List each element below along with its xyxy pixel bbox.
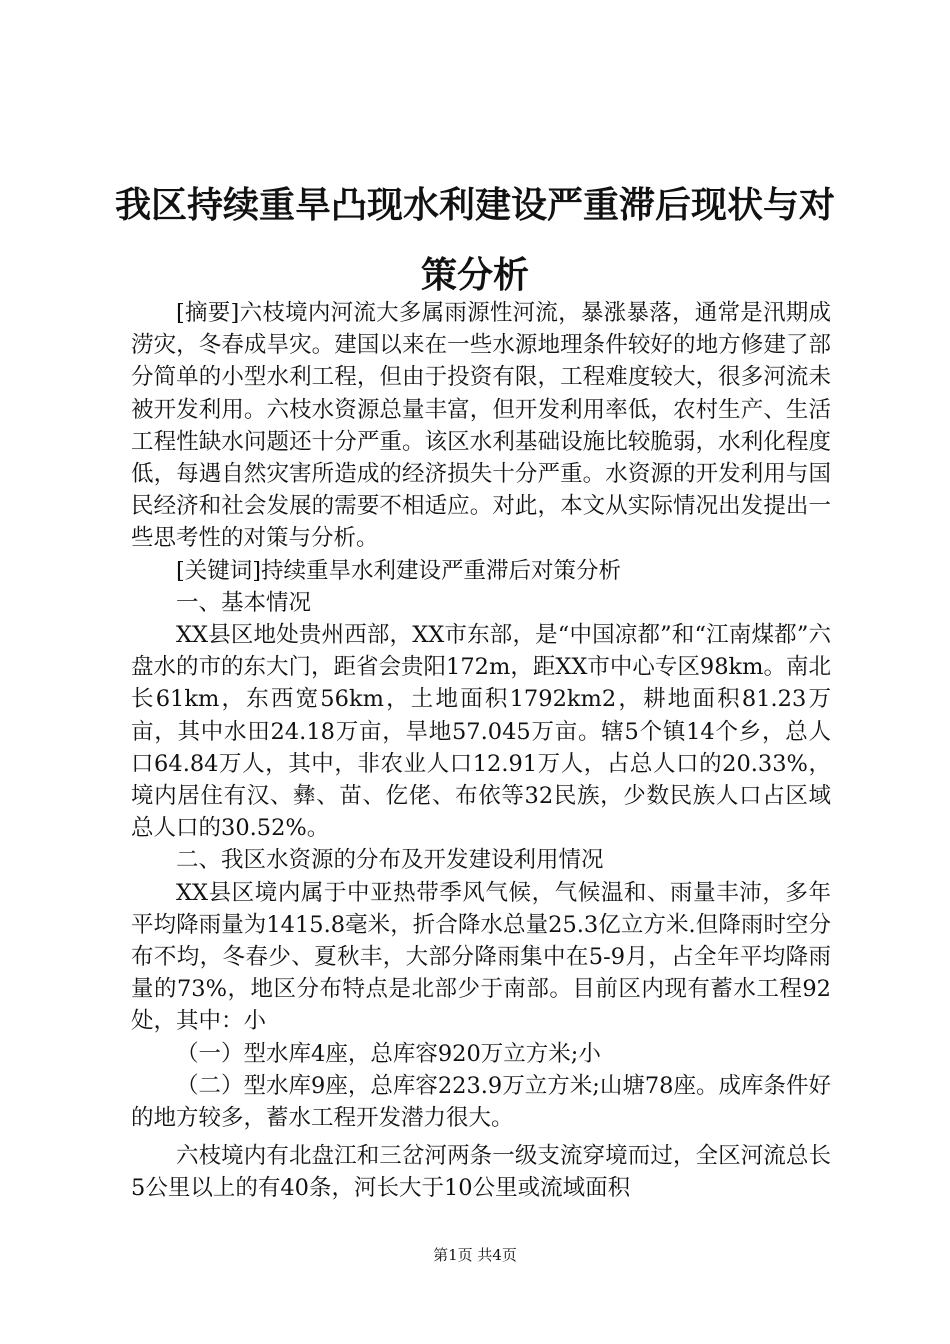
page-footer: 第1页 共4页 [433, 1246, 517, 1264]
rivers-paragraph: 六枝境内有北盘江和三岔河两条一级支流穿境而过，全区河流总长5公里以上的有40条，河长大于10公里或流域面积 [131, 1143, 831, 1202]
section-heading-water-resources: 二、我区水资源的分布及开发建设利用情况 [176, 847, 604, 874]
water-resources-paragraph: XX县区境内属于中亚热带季风气候，气候温和、雨量丰沛，多年平均降雨量为1415.8毫米，折合降水总量25.3亿立方米.但降雨时空分布不均，冬春少、夏秋丰，大部分降雨集中在5-9月，占全年平均降雨量的73%，地区分布特点是北部少于南部。目前区内现有蓄水工程92处，其中：小 [131, 879, 831, 1035]
section-heading-basic-situation: 一、基本情况 [176, 589, 312, 616]
list-item-small-reservoir-1: （一）型水库4座，总库容920万立方米;小 [176, 1040, 601, 1067]
abstract-paragraph: [摘要]六枝境内河流大多属雨源性河流，暴涨暴落，通常是汛期成涝灾，冬春成旱灾。建国以来在一些水源地理条件较好的地方修建了部分简单的小型水利工程，但由于投资有限，工程难度较大，很多河流未被开发利用。六枝水资源总量丰富，但开发利用率低，农村生产、生活工程性缺水问题还十分严重。该区水利基础设施比较脆弱，水利化程度低，每遇自然灾害所造成的经济损失十分严重。水资源的开发利用与国民经济和社会发展的需要不相适应。对此，本文从实际情况出发提出一些思考性的对策与分析。 [131, 300, 831, 552]
basic-situation-paragraph: XX县区地处贵州西部，XX市东部，是“中国凉都”和“江南煤都”六盘水的市的东大门，距省会贵阳172m，距XX市中心专区98km。南北长61km，东西宽56km，土地面积1792km2，耕地面积81.23万亩，其中水田24.18万亩，旱地57.045万亩。辖5个镇14个乡，总人口64.84万人，其中，非农业人口12.91万人，占总人口的20.33%，境内居住有汉、彝、苗、仡佬、布依等32民族，少数民族人口占区域总人口的30.52%。 [131, 622, 831, 842]
document-body [131, 297, 831, 1205]
list-item-small-reservoir-2: （二）型水库9座，总库容223.9万立方米;山塘78座。成库条件好的地方较多，蓄水工程开发潜力很大。 [131, 1072, 831, 1132]
keywords-paragraph: [关键词]持续重旱水利建设严重滞后对策分析 [176, 557, 622, 584]
document-title: 我区持续重旱凸现水利建设严重滞后现状与对策分析 [114, 184, 835, 296]
